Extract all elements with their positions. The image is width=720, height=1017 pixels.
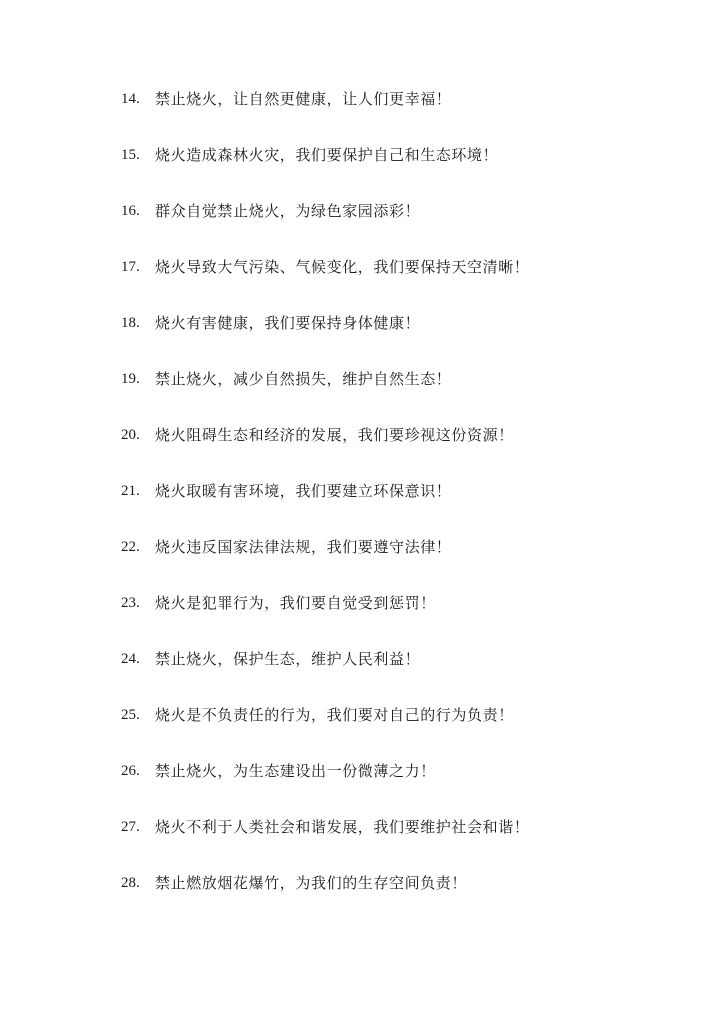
- item-number: 20.: [121, 427, 140, 443]
- item-text: 禁止烧火，让自然更健康，让人们更幸福！: [155, 90, 452, 108]
- list-item: [121, 310, 529, 366]
- item-text: 烧火是不负责任的行为，我们要对自己的行为负责！: [155, 706, 514, 724]
- list-item: [121, 590, 529, 646]
- list-item: [121, 534, 529, 590]
- item-number: 26.: [121, 763, 140, 779]
- item-number: 28.: [121, 875, 140, 891]
- item-number: 23.: [121, 595, 140, 611]
- list-item: [121, 422, 529, 478]
- list-item: [121, 254, 529, 310]
- list-item: [121, 646, 529, 702]
- item-text: 烧火有害健康，我们要保持身体健康！: [155, 314, 421, 332]
- list-item: [121, 870, 529, 926]
- item-text: 禁止烧火，减少自然损失，维护自然生态！: [155, 370, 452, 388]
- item-text: 烧火不利于人类社会和谐发展，我们要维护社会和谐！: [155, 818, 530, 836]
- item-number: 19.: [121, 371, 140, 387]
- item-text: 禁止烧火，保护生态，维护人民利益！: [155, 650, 421, 668]
- item-text: 烧火造成森林火灾，我们要保护自己和生态环境！: [155, 146, 499, 164]
- list-item: [121, 478, 529, 534]
- list-item: [121, 198, 529, 254]
- item-number: 15.: [121, 147, 140, 163]
- item-number: 18.: [121, 315, 140, 331]
- list-item: [121, 814, 529, 870]
- item-text: 烧火导致大气污染、气候变化，我们要保持天空清晰！: [155, 258, 530, 276]
- item-text: 烧火违反国家法律法规，我们要遵守法律！: [155, 538, 452, 556]
- item-text: 禁止烧火，为生态建设出一份微薄之力！: [155, 762, 436, 780]
- item-number: 16.: [121, 203, 140, 219]
- item-text: 禁止燃放烟花爆竹，为我们的生存空间负责！: [155, 874, 468, 892]
- list-item: [121, 366, 529, 422]
- item-text: 群众自觉禁止烧火，为绿色家园添彩！: [155, 202, 421, 220]
- item-number: 25.: [121, 707, 140, 723]
- item-number: 22.: [121, 539, 140, 555]
- item-number: 21.: [121, 483, 140, 499]
- item-number: 17.: [121, 259, 140, 275]
- item-text: 烧火取暖有害环境，我们要建立环保意识！: [155, 482, 452, 500]
- list-item: [121, 702, 529, 758]
- list-item: [121, 758, 529, 814]
- slogan-list: [121, 86, 529, 926]
- list-item: [121, 142, 529, 198]
- item-number: 24.: [121, 651, 140, 667]
- item-text: 烧火是犯罪行为，我们要自觉受到惩罚！: [155, 594, 436, 612]
- item-number: 14.: [121, 91, 140, 107]
- list-item: [121, 86, 529, 142]
- item-text: 烧火阻碍生态和经济的发展，我们要珍视这份资源！: [155, 426, 514, 444]
- item-number: 27.: [121, 819, 140, 835]
